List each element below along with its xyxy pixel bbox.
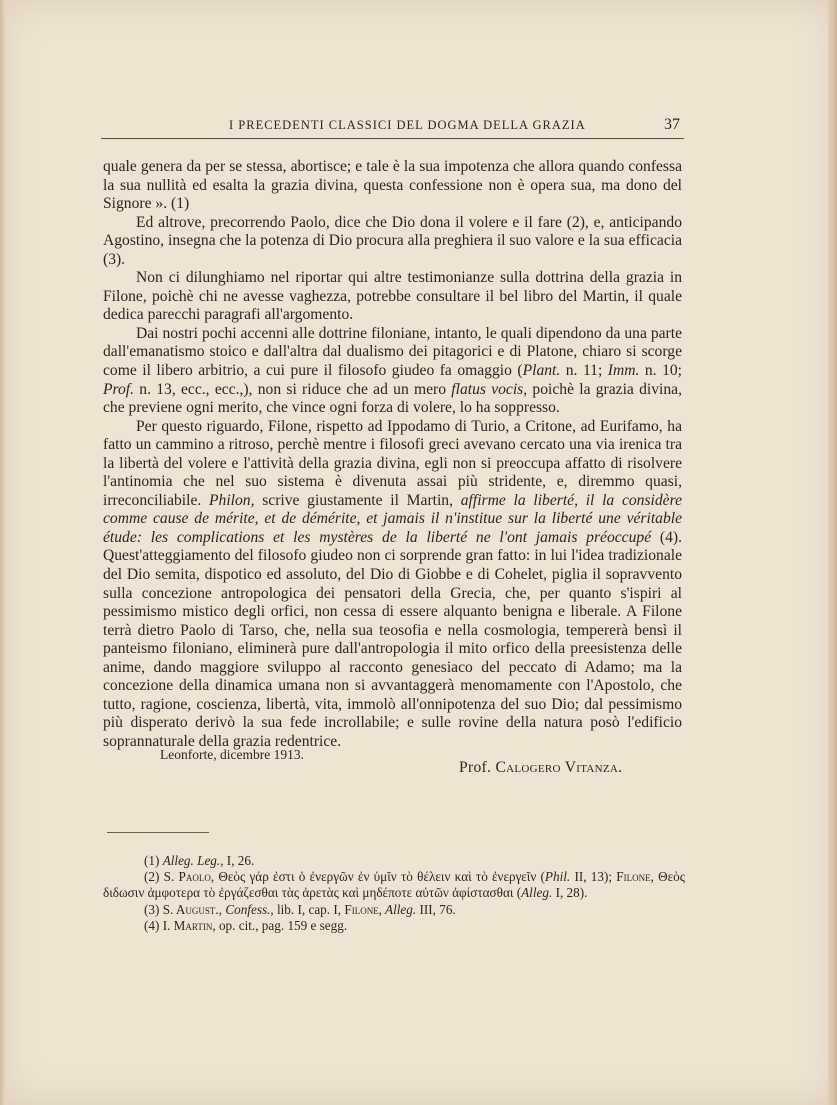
paragraph-4-text: n. 13, ecc., ecc.,), non si riduce che ad un mero	[134, 380, 452, 398]
footnote-author: I. Martin,	[162, 917, 216, 933]
footnote-work: Phil.	[544, 869, 571, 885]
footnote-number: (2)	[144, 869, 164, 885]
martin-french-quote: affirme la liberté, il la considère comme cause de mérite, et de démérite, et jamais il n'institue sur la liberté une véritable étude: les complications et les mystères de la liberté ne l'ont jamais préoccupé	[103, 491, 682, 546]
paragraph-4-text: Dai nostri pochi accenni alle dottrine filoniane, intanto, le quali dipendono da una parte dall'emanatismo stoico e dall'altra dal dualismo dei pitagorici e di Platone, chiaro si scorge come il libero arbitrio, a cui pure il filosofo giudeo fa omaggio (	[103, 324, 682, 380]
footnote-number: (3)	[144, 901, 163, 917]
footnote-text: III, 76.	[416, 901, 456, 917]
author-signature	[459, 759, 622, 777]
running-title: I PRECEDENTI CLASSICI DEL DOGMA DELLA GRAZIA	[229, 118, 586, 132]
page-edge-left	[0, 0, 6, 1105]
footnote-2	[103, 869, 685, 901]
footnote-number: (4)	[144, 917, 163, 933]
footnote-divider	[107, 832, 209, 833]
footnote-1	[103, 853, 685, 869]
paragraph-2: Ed altrove, precorrendo Paolo, dice che Dio dona il volere e il fare (2), e, anticipando Agostino, insegna che la potenza di Dio procura alla preghiera il suo valore e la sua efficacia (3).	[103, 213, 682, 268]
footnote-work: Alleg.	[381, 901, 417, 917]
flatus-vocis: flatus vocis	[451, 380, 524, 398]
paragraph-3: Non ci dilunghiamo nel riportar qui altre testimonianze sulla dottrina della grazia in Filone, poichè chi ne avesse vaghezza, potrebbe consultare il bel libro del Martin, il quale dedica parecchi paragrafi all'argomento.	[103, 269, 682, 324]
footnote-number: (1)	[144, 853, 163, 868]
page-number: 37	[664, 116, 680, 133]
footnote-text: op. cit., pag. 159 e segg.	[215, 917, 348, 933]
place-date: Leonforte, dicembre 1913.	[160, 747, 304, 762]
paragraph-5-text: Per questo riguardo, Filone, rispetto ad Ippodamo di Turio, a Critone, ad Eurifamo, ha fatto un cammino a ritroso, perchè mentre i filosofi greci avevano cercato una via irenica tra la libertà del volere e l'attività della grazia divina, egli non si preoccupa affatto di risolvere l'antinomia che nel suo sistema è divenuta assai più stridente, e, diremmo quasi, irreconciliabile.	[103, 417, 682, 509]
footnote-author: S. Paolo,	[163, 869, 215, 885]
signature-prefix: Prof.	[459, 759, 496, 776]
paragraph-4	[103, 325, 682, 418]
paragraph-4-text: , poichè la grazia divina, che previene ogni merito, che vince ogni forza di volere, lo ha soppresso.	[103, 380, 682, 417]
page-edge-right	[828, 0, 837, 1105]
paragraph-4-text: n. 11;	[560, 362, 608, 380]
citation-plant: Plant.	[522, 362, 561, 380]
footnote-text: I, 28).	[552, 885, 588, 901]
citation-imm: Imm.	[607, 362, 640, 380]
footnote-author: S. August.,	[162, 901, 223, 917]
philon-quote-start: Philon,	[209, 491, 255, 509]
footnote-text: II, 13);	[570, 869, 617, 885]
footnotes	[103, 853, 685, 934]
footnote-4	[103, 918, 685, 934]
footnote-work: Confess.	[222, 901, 271, 917]
citation-prof: Prof.	[103, 380, 135, 398]
footnote-author: Filone,	[616, 869, 654, 885]
main-text	[103, 158, 682, 752]
footnote-greek: Θεὸς διδωσιν ἀμφοτερα τὸ ἐργάζεσθαι τὰς ἀρετὰς καὶ μηδέποτε αὐτῶν ἀφίστασθαι (	[103, 869, 686, 901]
paragraph-1: quale genera da per se stessa, abortisce; e tale è la sua impotenza che allora quando confessa la sua nullità ed esalta la grazia divina, questa confessione non è opera sua, ma dono del Signore ». (1)	[103, 158, 682, 213]
footnote-3	[103, 902, 685, 918]
paragraph-5-text: scrive giustamente il Martin,	[254, 491, 461, 509]
paragraph-4-text: n. 10;	[639, 362, 682, 380]
footnote-author: Filone,	[344, 901, 382, 917]
footnote-work: Alleg. Leg.	[162, 853, 221, 868]
signature-name: Calogero Vitanza.	[495, 759, 623, 776]
footnote-work: Alleg.	[521, 885, 553, 901]
footnote-text: , I, 26.	[220, 853, 255, 868]
footnote-text: , lib. I, cap. I,	[270, 901, 345, 917]
footnote-greek: Θεὸς γάρ ἐστι ὁ ἐνεργῶν ἐν ὑμῖν τὸ θέλειν καὶ τὸ ἐνεργεῖν (	[214, 869, 545, 885]
running-head	[101, 116, 684, 139]
paragraph-5	[103, 418, 682, 752]
paragraph-5-text: (4). Quest'atteggiamento del filosofo giudeo non ci sorprende gran fatto: in lui l'idea tradizionale del Dio semita, dispotico ed assoluto, del Dio di Giobbe e di Cohelet, piglia il sopravvento sulla concezione antropologica dei pensatori della Grecia, che, per quanto s'ispiri al pessimismo mistico degli orfici, non cessa di essere alquanto benigna e liberale. A Filone terrà dietro Paolo di Tarso, che, nella sua teosofia e nella cosmologia, tempererà bensì il panteismo filoniano, eliminerà pure dall'antropologia il mito orfico della preesistenza delle anime, dando maggiore sviluppo al racconto genesiaco del peccato di Adamo; ma la concezione della dinamica umana non si avvantaggerà menomamente con l'Apostolo, che tutto, ragione, coscienza, libertà, vita, immolò all'onnipotenza del suo Dio; dal pessimismo più disperato derivò la sua fede incrollabile; e sulle rovine della natura posò l'edificio soprannaturale della grazia redentrice.	[103, 528, 682, 750]
